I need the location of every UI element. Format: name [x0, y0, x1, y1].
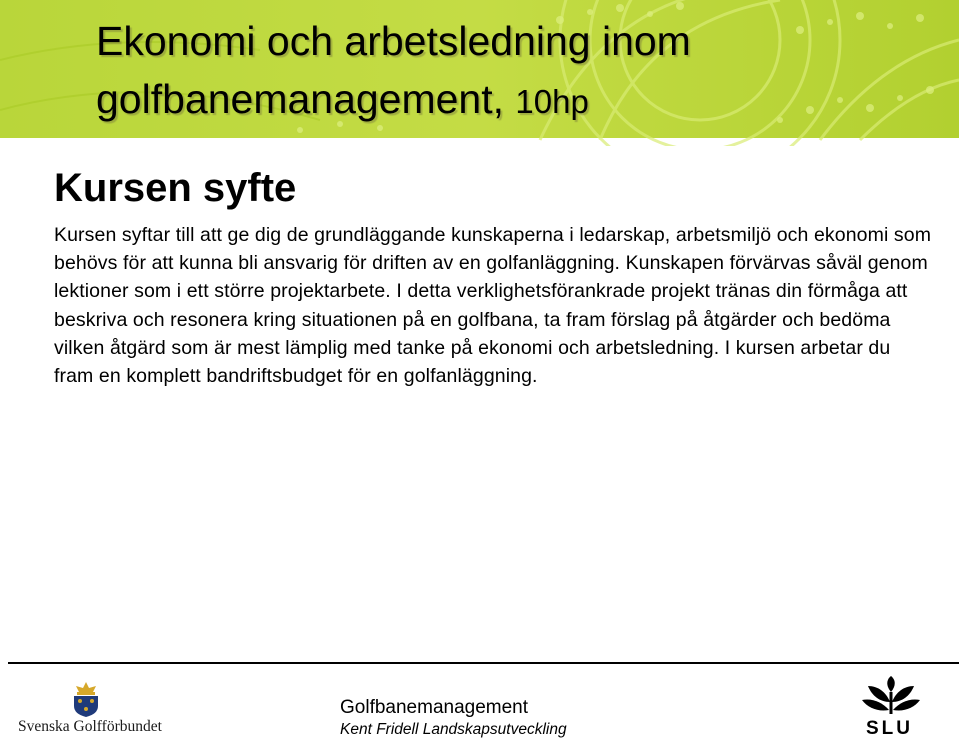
footer-credits	[340, 697, 567, 741]
footer-author: Kent Fridell Landskapsutveckling	[340, 721, 567, 738]
page-title	[96, 12, 936, 131]
slu-leaf-icon	[860, 676, 922, 716]
svenska-golfforbundet-crest-icon	[66, 680, 106, 718]
svenska-golfforbundet-wordmark: Svenska Golfförbundet	[18, 718, 162, 735]
title-banner	[0, 0, 959, 146]
footer-course-name: Golfbanemanagement	[340, 697, 529, 718]
title-line-2-main: golfbanemanagement,	[96, 76, 516, 122]
slu-logo	[856, 676, 926, 738]
title-line-1: Ekonomi och arbetsledning inom	[96, 18, 691, 64]
slu-wordmark: SLU	[866, 718, 913, 739]
section-body: Kursen syftar till att ge dig de grundläggande kunskaperna i ledarskap, arbetsmiljö och ekonomi som behövs för att kunna bli ansvarig för driften av en golfanläggning. Kunskapen förvärvas såväl genom lektioner som i ett större projektarbete. I detta verklighetsförankrade projekt tränas din förmåga att beskriva och resonera kring situationen på en golfbana, ta fram förslag på åtgärder och bedöma vilken åtgärd som är mest lämplig med tanke på ekonomi och arbetsledning. I kursen arbetar du fram en komplett bandriftsbudget för en golfanläggning.	[54, 224, 932, 388]
footer-divider	[8, 662, 959, 664]
title-line-2	[96, 70, 936, 131]
section-heading: Kursen syfte	[54, 166, 297, 210]
title-line-2-credits: 10hp	[515, 83, 589, 120]
svenska-golfforbundet-logo	[18, 680, 168, 738]
